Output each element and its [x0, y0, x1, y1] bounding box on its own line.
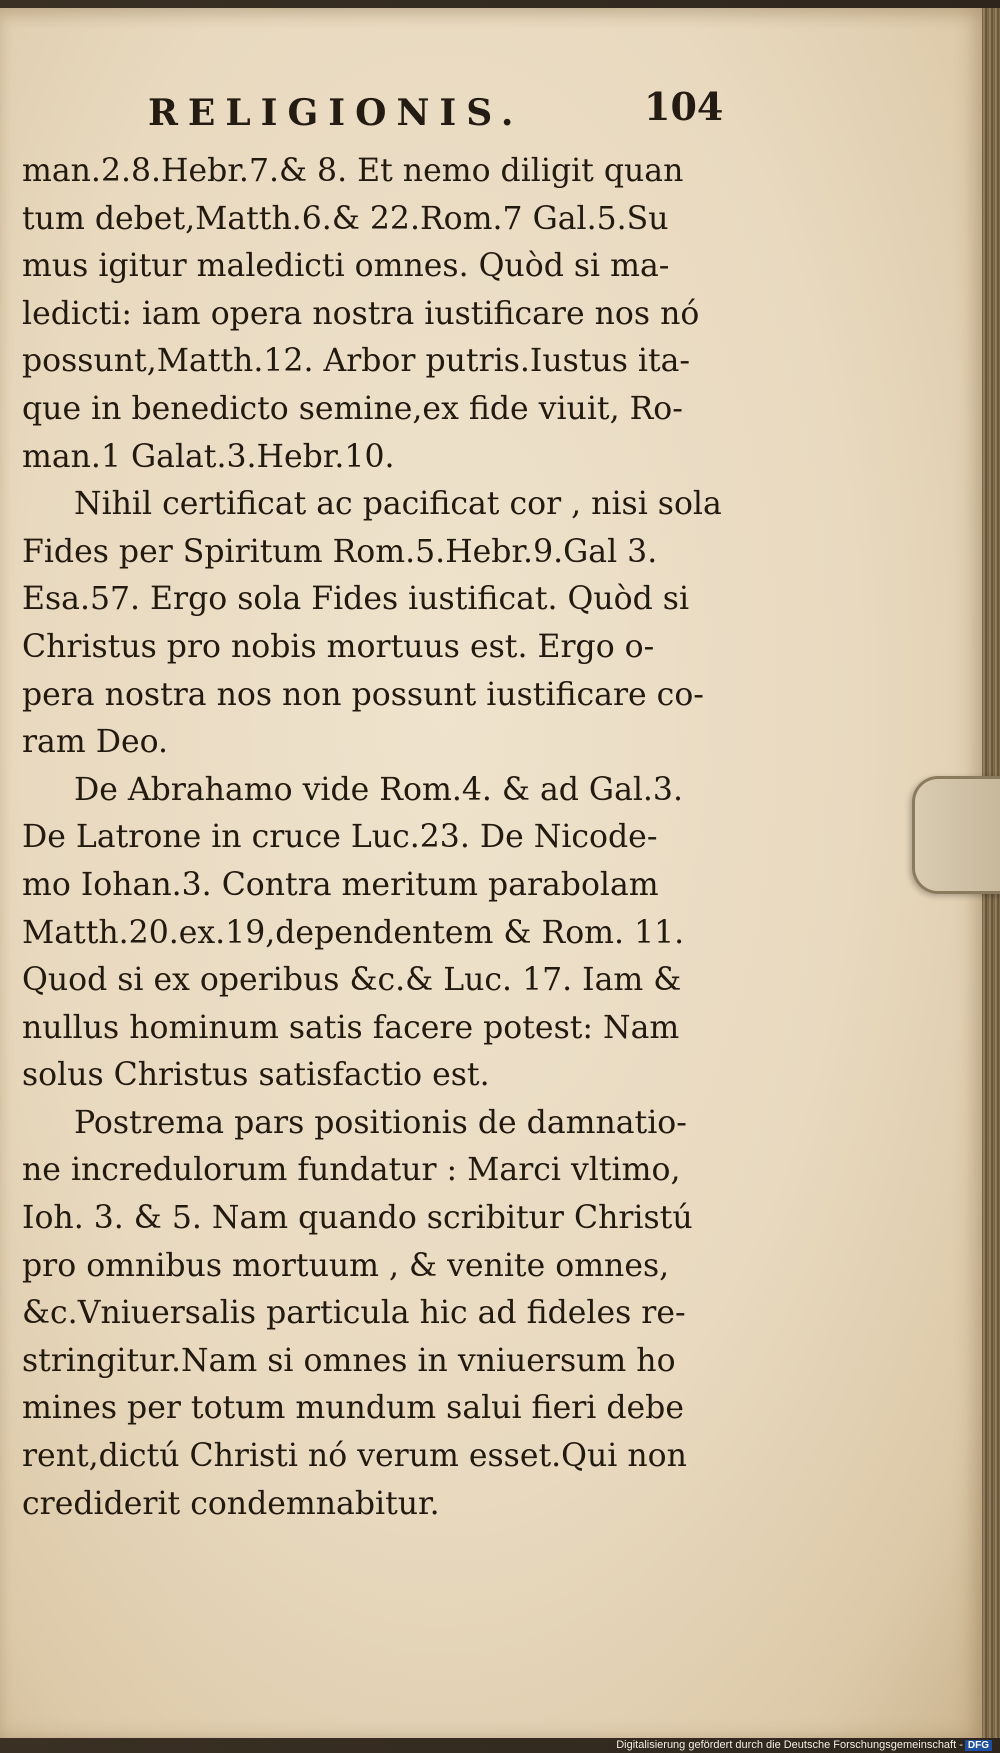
text-line: De Abrahamo vide Rom.4. & ad Gal.3.: [74, 771, 683, 808]
text-line: De Latrone in cruce Luc.23. De Nicode-: [22, 819, 658, 856]
text-line: solus Christus satisfactio est.: [22, 1057, 490, 1094]
text-line: mo Iohan.3. Contra meritum parabolam: [22, 866, 659, 903]
text-line: pera nostra nos non possunt iustificare co-: [22, 676, 704, 713]
text-line: mus igitur maledicti omnes. Quòd si ma-: [22, 248, 670, 285]
text-line: que in benedicto semine,ex fide viuit, Ro-: [22, 390, 683, 427]
text-line: crediderit condemnabitur.: [22, 1485, 440, 1522]
text-line: ledicti: iam opera nostra iustificare nos nó: [22, 295, 700, 332]
text-line: &c.Vniuersalis particula hic ad fideles re-: [22, 1295, 686, 1332]
page-tab-marker: [912, 776, 1000, 894]
credit-text: Digitalisierung gefördert durch die Deutsche Forschungsgemeinschaft -: [616, 1739, 963, 1751]
text-line: nullus hominum satis facere potest: Nam: [22, 1009, 680, 1046]
text-line: Postrema pars positionis de damnatio-: [74, 1104, 687, 1141]
text-line: Christus pro nobis mortuus est. Ergo o-: [22, 628, 655, 665]
text-line: stringitur.Nam si omnes in vniuersum ho: [22, 1342, 676, 1379]
text-line: Esa.57. Ergo sola Fides iustificat. Quòd si: [22, 581, 690, 618]
text-line: Matth.20.ex.19,dependentem & Rom. 11.: [22, 914, 685, 951]
text-line: Ioh. 3. & 5. Nam quando scribitur Christú: [22, 1200, 693, 1237]
text-line: man.1 Galat.3.Hebr.10.: [22, 438, 395, 475]
text-line: Nihil certificat ac pacificat cor , nisi sola: [74, 486, 722, 523]
text-line: ram Deo.: [22, 724, 169, 761]
digitization-credit: [616, 1739, 992, 1751]
text-line: ne incredulorum fundatur : Marci vltimo,: [22, 1152, 681, 1189]
running-head: RELIGIONIS.: [148, 92, 524, 134]
body-text: [22, 148, 762, 1528]
text-line: Fides per Spiritum Rom.5.Hebr.9.Gal 3.: [22, 533, 658, 570]
text-line: tum debet,Matth.6.& 22.Rom.7 Gal.5.Su: [22, 200, 669, 237]
text-line: pro omnibus mortuum , & venite omnes,: [22, 1247, 670, 1284]
text-line: Quod si ex operibus &c.& Luc. 17. Iam &: [22, 962, 682, 999]
dfg-logo: DFG: [965, 1740, 992, 1751]
text-line: man.2.8.Hebr.7.& 8. Et nemo diligit quan: [22, 153, 684, 189]
text-line: rent,dictú Christi nó verum esset.Qui non: [22, 1438, 687, 1475]
text-line: mines per totum mundum salui fieri debe: [22, 1390, 684, 1427]
text-line: possunt,Matth.12. Arbor putris.Iustus ita-: [22, 343, 691, 380]
page-number: 104: [644, 84, 724, 129]
